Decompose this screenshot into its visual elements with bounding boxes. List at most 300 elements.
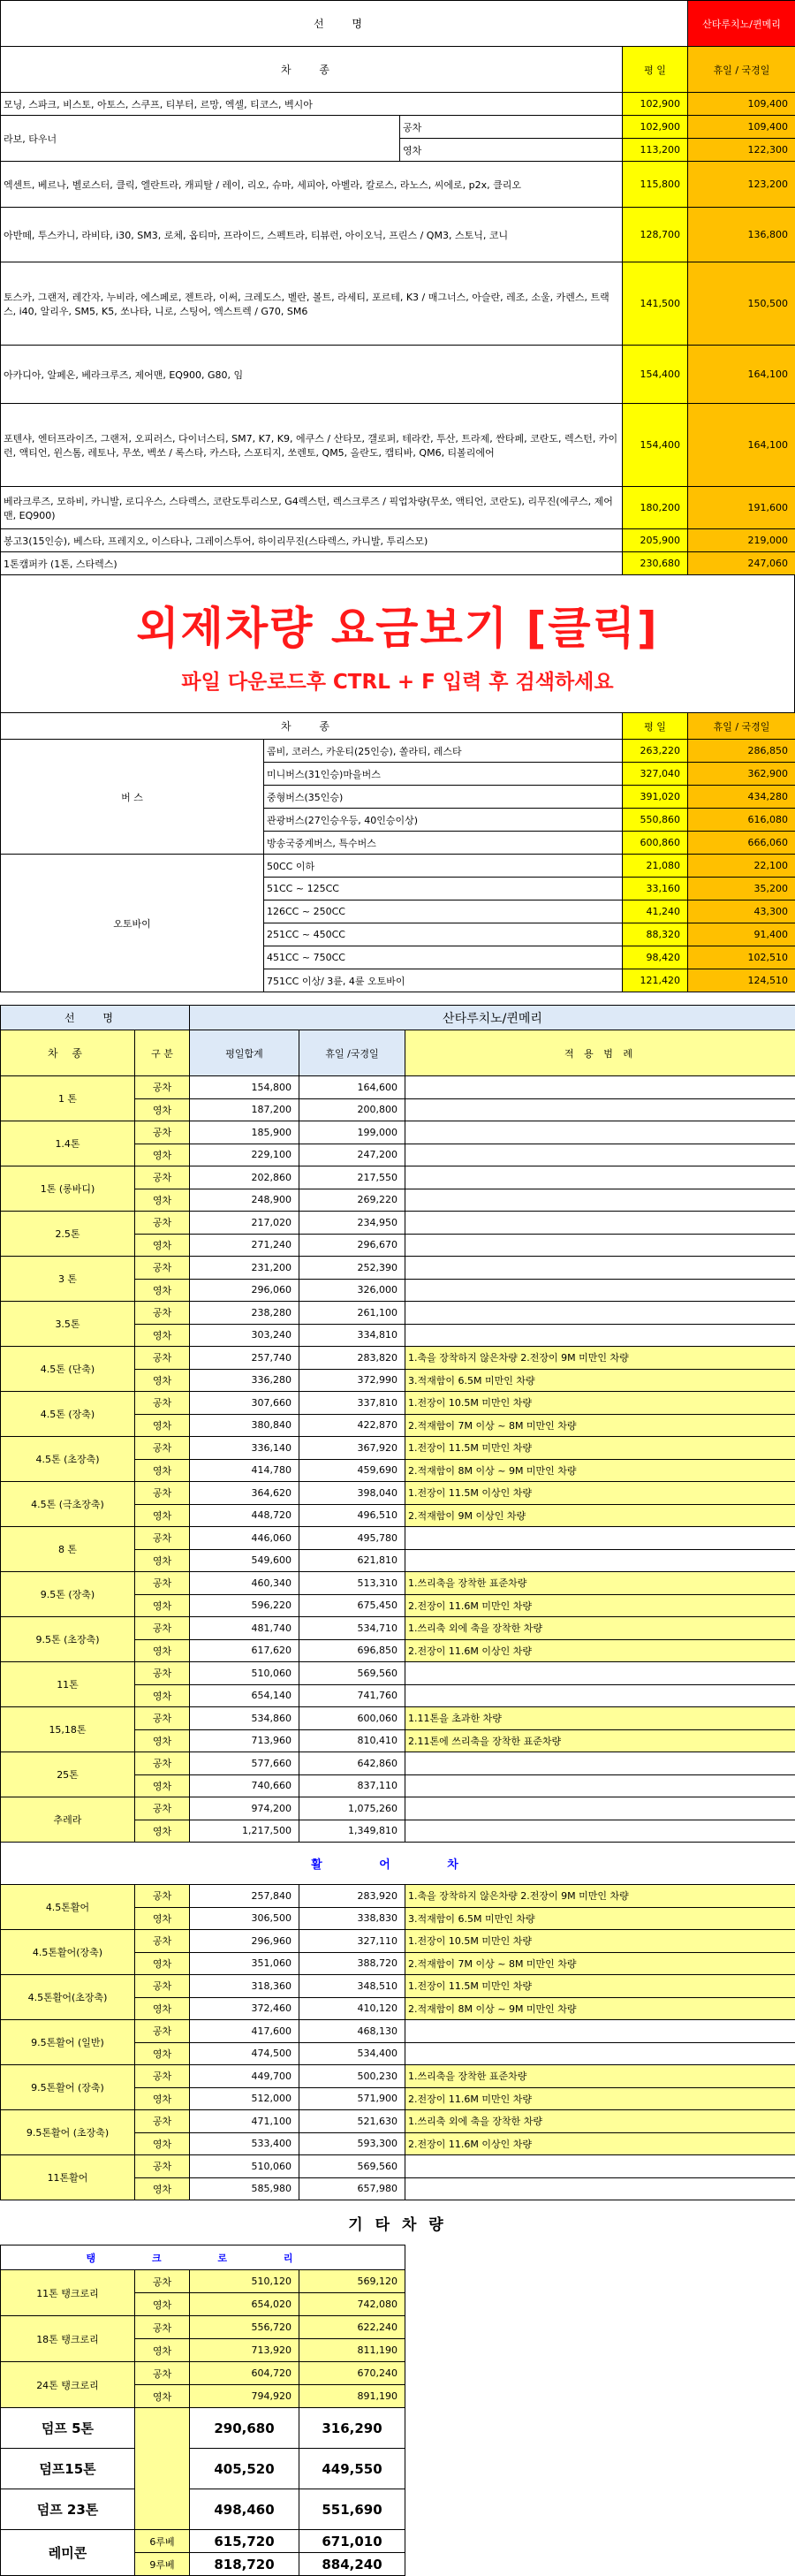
bike-type: 126CC ~ 250CC bbox=[264, 900, 623, 923]
holiday-fare: 600,060 bbox=[299, 1707, 405, 1730]
empty-label: 공차 bbox=[135, 2020, 190, 2043]
tank-class: 18톤 탱크로리 bbox=[1, 2316, 135, 2362]
empty-label: 공차 bbox=[135, 1930, 190, 1953]
holiday-fare: 449,550 bbox=[299, 2449, 405, 2489]
truck-row bbox=[1, 1302, 795, 1325]
scope-note bbox=[405, 1257, 795, 1280]
empty-label: 공차 bbox=[135, 1572, 190, 1595]
weekday-fare: 510,060 bbox=[190, 2155, 299, 2178]
truck-class: 4.5톤 (장축) bbox=[1, 1392, 135, 1437]
scope-note: 1.축을 장착하지 않은차량 2.전장이 9M 미만인 차량 bbox=[405, 1347, 795, 1370]
weekday-fare: 230,680 bbox=[623, 552, 688, 575]
remicon-sub: 6루베 bbox=[135, 2530, 190, 2553]
holiday-fare: 109,400 bbox=[688, 116, 795, 139]
weekday-fare: 654,140 bbox=[190, 1684, 299, 1707]
truck-class: 8 톤 bbox=[1, 1527, 135, 1572]
scope-note: 1.전장이 10.5M 미만인 차량 bbox=[405, 1392, 795, 1415]
holiday-fare: 296,670 bbox=[299, 1234, 405, 1257]
weekday-header: 평 일 bbox=[623, 47, 688, 93]
holiday-fare: 217,550 bbox=[299, 1166, 405, 1189]
truck-vehicle-header: 차 종 bbox=[1, 1030, 135, 1076]
empty-label: 공차 bbox=[135, 1347, 190, 1370]
empty-label: 공차 bbox=[135, 1257, 190, 1280]
holiday-fare: 367,920 bbox=[299, 1437, 405, 1460]
weekday-fare: 271,240 bbox=[190, 1234, 299, 1257]
weekday-fare: 102,900 bbox=[623, 93, 688, 116]
bus-category: 버 스 bbox=[1, 740, 264, 855]
weekday-fare: 336,140 bbox=[190, 1437, 299, 1460]
holiday-fare: 348,510 bbox=[299, 1975, 405, 1998]
holiday-fare: 283,820 bbox=[299, 1347, 405, 1370]
truck-class: 11톤 bbox=[1, 1662, 135, 1707]
weekday-fare: 600,860 bbox=[623, 832, 688, 855]
truck-class: 4.5톤 (단축) bbox=[1, 1347, 135, 1392]
scope-note: 2.적재함이 9M 이상인 차량 bbox=[405, 1504, 795, 1527]
car-class-name: 아반떼, 투스카니, 라비타, i30, SM3, 로체, 옵티마, 프라이드, 스펙트라, 티뷰런, 아이오닉, 프린스 / QM3, 스토닉, 코니 bbox=[1, 208, 623, 262]
scope-note: 2.적재함이 7M 이상 ~ 8M 미만인 차량 bbox=[405, 1414, 795, 1437]
weekday-fare: 498,460 bbox=[190, 2489, 299, 2530]
holiday-fare: 327,110 bbox=[299, 1930, 405, 1953]
holiday-fare: 534,710 bbox=[299, 1617, 405, 1640]
car-row bbox=[1, 404, 795, 487]
holiday-fare: 616,080 bbox=[688, 809, 795, 832]
weekday-fare: 974,200 bbox=[190, 1797, 299, 1820]
bus-type: 방송국중계버스, 특수버스 bbox=[264, 832, 623, 855]
empty-label: 공차 bbox=[135, 1212, 190, 1235]
truck-class: 1 톤 bbox=[1, 1076, 135, 1121]
weekday-fare: 481,740 bbox=[190, 1617, 299, 1640]
car-row bbox=[1, 552, 795, 575]
loaded-label: 영차 bbox=[135, 1324, 190, 1347]
truck-scope-header: 적 용 범 례 bbox=[405, 1030, 795, 1076]
truck-class: 4.5톤 (극초장축) bbox=[1, 1482, 135, 1527]
truck-class: 3 톤 bbox=[1, 1257, 135, 1302]
weekday-fare: 307,660 bbox=[190, 1392, 299, 1415]
weekday-fare: 21,080 bbox=[623, 855, 688, 878]
loaded-label: 영차 bbox=[135, 1459, 190, 1482]
empty-label: 공차 bbox=[135, 1662, 190, 1685]
truck-row bbox=[1, 1930, 795, 1953]
others-table bbox=[0, 2245, 405, 2576]
weekday-fare: 740,660 bbox=[190, 1774, 299, 1797]
weekday-fare: 296,960 bbox=[190, 1930, 299, 1953]
truck-class: 4.5톤활어(초장축) bbox=[1, 1975, 135, 2020]
empty-label: 공차 bbox=[135, 2155, 190, 2178]
holiday-fare: 495,780 bbox=[299, 1527, 405, 1550]
holiday-fare: 109,400 bbox=[688, 93, 795, 116]
holiday-fare: 261,100 bbox=[299, 1302, 405, 1325]
route-header: 선 명 bbox=[1, 1, 688, 47]
holiday-fare: 1,075,260 bbox=[299, 1797, 405, 1820]
scope-note bbox=[405, 2020, 795, 2043]
holiday-fare: 247,200 bbox=[299, 1144, 405, 1166]
scope-note bbox=[405, 1279, 795, 1302]
holiday-fare: 136,800 bbox=[688, 208, 795, 262]
tank-row bbox=[1, 2316, 405, 2339]
truck-class: 1.4톤 bbox=[1, 1121, 135, 1166]
scope-note bbox=[405, 1774, 795, 1797]
truck-weekday-header: 평일합계 bbox=[190, 1030, 299, 1076]
holiday-fare: 43,300 bbox=[688, 900, 795, 923]
car-row bbox=[1, 529, 795, 552]
truck-route-header: 선 명 bbox=[1, 1006, 190, 1030]
loaded-label: 영차 bbox=[135, 1279, 190, 1302]
holiday-fare: 122,300 bbox=[688, 139, 795, 162]
scope-note: 1.쓰리축을 장착한 표준차량 bbox=[405, 1572, 795, 1595]
others-title: 기 타 차 량 bbox=[348, 2215, 447, 2234]
scope-note: 1.쓰리축 외에 축을 장착한 차량 bbox=[405, 1617, 795, 1640]
holiday-fare: 164,600 bbox=[299, 1076, 405, 1099]
weekday-fare: 380,840 bbox=[190, 1414, 299, 1437]
tank-class: 11톤 탱크로리 bbox=[1, 2270, 135, 2316]
dump-row bbox=[1, 2449, 405, 2489]
empty-label: 공차 bbox=[135, 1076, 190, 1099]
scope-note bbox=[405, 1076, 795, 1099]
holiday-fare: 496,510 bbox=[299, 1504, 405, 1527]
truck-row bbox=[1, 1392, 795, 1415]
weekday-fare: 202,860 bbox=[190, 1166, 299, 1189]
holiday-fare: 398,040 bbox=[299, 1482, 405, 1505]
loaded-label: 영차 bbox=[135, 1549, 190, 1572]
loaded-label: 영차 bbox=[135, 1729, 190, 1752]
weekday-fare: 88,320 bbox=[623, 923, 688, 946]
tank-title: 탱 크 로 리 bbox=[1, 2245, 405, 2270]
weekday-fare: 596,220 bbox=[190, 1594, 299, 1617]
truck-row bbox=[1, 1707, 795, 1730]
dump-class: 덤프 23톤 bbox=[1, 2489, 135, 2530]
holiday-fare: 670,240 bbox=[299, 2362, 405, 2385]
bus-type: 콤비, 코러스, 카운티(25인승), 쏠라티, 레스타 bbox=[264, 740, 623, 763]
truck-company-header: 산타루치노/퀸메리 bbox=[190, 1006, 795, 1030]
remicon-class: 레미콘 bbox=[1, 2530, 135, 2576]
weekday-fare: 187,200 bbox=[190, 1098, 299, 1121]
truck-row bbox=[1, 1076, 795, 1099]
dump-class: 덤프 5톤 bbox=[1, 2408, 135, 2449]
holiday-header: 휴일 / 국경일 bbox=[688, 47, 795, 93]
bus-row bbox=[1, 740, 795, 763]
loaded-label: 영차 bbox=[135, 1369, 190, 1392]
truck-row bbox=[1, 2155, 795, 2178]
loaded-label: 영차 bbox=[135, 1189, 190, 1212]
weekday-fare: 510,120 bbox=[190, 2270, 299, 2293]
wing-title: 활 어 차 bbox=[1, 1843, 795, 1885]
scope-note bbox=[405, 1662, 795, 1685]
holiday-fare: 22,100 bbox=[688, 855, 795, 878]
car-fare-table bbox=[0, 0, 795, 575]
holiday-fare: 338,830 bbox=[299, 1907, 405, 1930]
weekday-fare: 474,500 bbox=[190, 2042, 299, 2065]
holiday-fare: 164,100 bbox=[688, 404, 795, 487]
weekday-fare: 205,900 bbox=[623, 529, 688, 552]
car-class-name: 엑센트, 베르나, 벨로스터, 클릭, 엘란트라, 캐피탈 / 레이, 리오, 슈마, 세피아, 아벨라, 칼로스, 라노스, 씨에로, p2x, 클리오 bbox=[1, 162, 623, 208]
scope-note bbox=[405, 1189, 795, 1212]
empty-label: 공차 bbox=[135, 2316, 190, 2339]
bike-type: 251CC ~ 450CC bbox=[264, 923, 623, 946]
scope-note: 2.적재함이 7M 이상 ~ 8M 미만인 차량 bbox=[405, 1952, 795, 1975]
truck-kind-header: 구 분 bbox=[135, 1030, 190, 1076]
weekday-fare: 102,900 bbox=[623, 116, 688, 139]
weekday-fare: 713,960 bbox=[190, 1729, 299, 1752]
tank-row bbox=[1, 2362, 405, 2385]
scope-note: 2.적재함이 8M 이상 ~ 9M 미만인 차량 bbox=[405, 1459, 795, 1482]
truck-class: 9.5톤 (장축) bbox=[1, 1572, 135, 1617]
weekday-fare: 577,660 bbox=[190, 1752, 299, 1775]
weekday-fare: 185,900 bbox=[190, 1121, 299, 1144]
empty-label: 공차 bbox=[135, 1482, 190, 1505]
empty-label: 공차 bbox=[135, 1975, 190, 1998]
holiday-fare: 521,630 bbox=[299, 2110, 405, 2133]
weekday-fare: 818,720 bbox=[190, 2553, 299, 2576]
weekday-fare: 248,900 bbox=[190, 1189, 299, 1212]
scope-note bbox=[405, 1098, 795, 1121]
empty-label: 공차 bbox=[135, 2110, 190, 2133]
scope-note bbox=[405, 1324, 795, 1347]
holiday-fare: 388,720 bbox=[299, 1952, 405, 1975]
bike-type: 51CC ~ 125CC bbox=[264, 878, 623, 900]
weekday-fare: 654,020 bbox=[190, 2293, 299, 2316]
holiday-fare: 123,200 bbox=[688, 162, 795, 208]
truck-row bbox=[1, 2110, 795, 2133]
holiday-fare: 234,950 bbox=[299, 1212, 405, 1235]
loaded-label: 영차 bbox=[135, 1684, 190, 1707]
weekday-fare: 263,220 bbox=[623, 740, 688, 763]
holiday-fare: 35,200 bbox=[688, 878, 795, 900]
weekday-fare: 154,800 bbox=[190, 1076, 299, 1099]
weekday-fare: 306,500 bbox=[190, 1907, 299, 1930]
loaded-label: 영차 bbox=[135, 1504, 190, 1527]
empty-label: 공차 bbox=[135, 1437, 190, 1460]
car-row bbox=[1, 208, 795, 262]
holiday-fare: 219,000 bbox=[688, 529, 795, 552]
scope-note: 2.전장이 11.6M 이상인 차량 bbox=[405, 1639, 795, 1662]
holiday-fare: 252,390 bbox=[299, 1257, 405, 1280]
weekday-fare: 296,060 bbox=[190, 1279, 299, 1302]
empty-label: 공차 bbox=[135, 1617, 190, 1640]
empty-label: 공차 bbox=[135, 1392, 190, 1415]
car-row bbox=[1, 346, 795, 404]
car-class-name: 1톤캠퍼카 (1톤, 스타렉스) bbox=[1, 552, 623, 575]
holiday-fare: 102,510 bbox=[688, 946, 795, 969]
dump-row bbox=[1, 2408, 405, 2449]
scope-note: 3.적재함이 6.5M 미만인 차량 bbox=[405, 1369, 795, 1392]
loaded-label: 영차 bbox=[135, 1098, 190, 1121]
holiday-fare: 200,800 bbox=[299, 1098, 405, 1121]
weekday-fare: 41,240 bbox=[623, 900, 688, 923]
scope-note: 1.전장이 11.5M 미만인 차량 bbox=[405, 1975, 795, 1998]
promo-instruction: 파일 다운로드후 CTRL + F 입력 후 검색하세요 bbox=[181, 671, 614, 694]
weekday-fare: 449,700 bbox=[190, 2065, 299, 2088]
holiday-fare: 1,349,810 bbox=[299, 1820, 405, 1843]
car-class-name: 모닝, 스파크, 비스토, 아토스, 스쿠프, 티부터, 르망, 엑셀, 티코스, 벡시아 bbox=[1, 93, 623, 116]
scope-note: 2.전장이 11.6M 미만인 차량 bbox=[405, 2087, 795, 2110]
bus-type: 미니버스(31인승)마을버스 bbox=[264, 763, 623, 786]
weekday-fare: 446,060 bbox=[190, 1527, 299, 1550]
truck-class: 1톤 (롱바디) bbox=[1, 1166, 135, 1212]
scope-note: 2.적재함이 8M 이상 ~ 9M 미만인 차량 bbox=[405, 1997, 795, 2020]
foreign-car-link[interactable]: 외제차량 요금보기 [클릭] bbox=[136, 603, 659, 654]
holiday-fare: 571,900 bbox=[299, 2087, 405, 2110]
scope-note: 1.전장이 11.5M 이상인 차량 bbox=[405, 1482, 795, 1505]
truck-class: 4.5톤활어 bbox=[1, 1885, 135, 1930]
empty-label: 공차 bbox=[135, 1885, 190, 1908]
weekday-fare: 115,800 bbox=[623, 162, 688, 208]
scope-note: 1.전장이 11.5M 미만인 차량 bbox=[405, 1437, 795, 1460]
holiday-fare: 534,400 bbox=[299, 2042, 405, 2065]
holiday-fare: 671,010 bbox=[299, 2530, 405, 2553]
holiday-fare: 742,080 bbox=[299, 2293, 405, 2316]
weekday-fare: 414,780 bbox=[190, 1459, 299, 1482]
empty-label: 공차 bbox=[135, 1797, 190, 1820]
weekday-fare: 615,720 bbox=[190, 2530, 299, 2553]
scope-note bbox=[405, 1797, 795, 1820]
holiday-fare: 569,560 bbox=[299, 1662, 405, 1685]
dump-row bbox=[1, 2489, 405, 2530]
scope-note bbox=[405, 1121, 795, 1144]
truck-row bbox=[1, 1437, 795, 1460]
weekday-fare: 351,060 bbox=[190, 1952, 299, 1975]
car-class-name: 베라크루즈, 모하비, 카니발, 로디우스, 스타렉스, 코란도투리스모, G4렉스턴, 렉스크루즈 / 픽업차량(무쏘, 액티언, 코란도), 리무진(에쿠스, 제어맨, EQ900) bbox=[1, 487, 623, 529]
weekday-fare: 33,160 bbox=[623, 878, 688, 900]
scope-note: 1.축을 장착하지 않은차량 2.전장이 9M 미만인 차량 bbox=[405, 1885, 795, 1908]
weekday-fare: 231,200 bbox=[190, 1257, 299, 1280]
weekday-fare: 550,860 bbox=[623, 809, 688, 832]
scope-note bbox=[405, 2042, 795, 2065]
scope-note: 1.쓰리축 외에 축을 장착한 차량 bbox=[405, 2110, 795, 2133]
weekday-fare: 556,720 bbox=[190, 2316, 299, 2339]
holiday-fare: 513,310 bbox=[299, 1572, 405, 1595]
bike-type: 50CC 이하 bbox=[264, 855, 623, 878]
loaded-label: 영차 bbox=[135, 2293, 190, 2316]
holiday-fare: 459,690 bbox=[299, 1459, 405, 1482]
empty-label: 공차 bbox=[135, 2065, 190, 2088]
weekday-fare: 217,020 bbox=[190, 1212, 299, 1235]
holiday-fare: 283,920 bbox=[299, 1885, 405, 1908]
weekday-fare: 534,860 bbox=[190, 1707, 299, 1730]
weekday-fare: 713,920 bbox=[190, 2339, 299, 2362]
truck-class: 3.5톤 bbox=[1, 1302, 135, 1347]
holiday-fare: 91,400 bbox=[688, 923, 795, 946]
weekday-fare: 448,720 bbox=[190, 1504, 299, 1527]
empty-label: 공차 bbox=[135, 2270, 190, 2293]
car-row bbox=[1, 487, 795, 529]
holiday-fare: 372,990 bbox=[299, 1369, 405, 1392]
weekday-fare: 113,200 bbox=[623, 139, 688, 162]
truck-class: 9.5톤활어 (일반) bbox=[1, 2020, 135, 2065]
weekday-fare: 121,420 bbox=[623, 969, 688, 992]
holiday-fare: 468,130 bbox=[299, 2020, 405, 2043]
holiday-fare: 326,000 bbox=[299, 1279, 405, 1302]
empty-label: 공차 bbox=[135, 1121, 190, 1144]
loaded-label: 영차 bbox=[135, 1952, 190, 1975]
holiday-fare: 164,100 bbox=[688, 346, 795, 404]
truck-class: 4.5톤 (초장축) bbox=[1, 1437, 135, 1482]
scope-note bbox=[405, 1527, 795, 1550]
bike-type: 751CC 이상/ 3륜, 4륜 오토바이 bbox=[264, 969, 623, 992]
holiday-fare: 569,560 bbox=[299, 2155, 405, 2178]
truck-row bbox=[1, 1752, 795, 1775]
weekday-fare: 327,040 bbox=[623, 763, 688, 786]
weekday-fare: 510,060 bbox=[190, 1662, 299, 1685]
bus-type: 중형버스(35인승) bbox=[264, 786, 623, 809]
weekday-fare: 617,620 bbox=[190, 1639, 299, 1662]
remicon-sub: 9루베 bbox=[135, 2553, 190, 2576]
weekday-fare: 257,740 bbox=[190, 1347, 299, 1370]
truck-row bbox=[1, 1482, 795, 1505]
weekday-fare: 533,400 bbox=[190, 2132, 299, 2155]
weekday-fare: 460,340 bbox=[190, 1572, 299, 1595]
car-class-name: 아카디아, 알페온, 베라크루즈, 제어맨, EQ900, G80, 임 bbox=[1, 346, 623, 404]
holiday-fare: 696,850 bbox=[299, 1639, 405, 1662]
remicon-row bbox=[1, 2530, 405, 2553]
truck-row bbox=[1, 2065, 795, 2088]
weekday-fare: 1,217,500 bbox=[190, 1820, 299, 1843]
truck-class: 25톤 bbox=[1, 1752, 135, 1797]
holiday-fare: 891,190 bbox=[299, 2385, 405, 2408]
holiday-fare: 884,240 bbox=[299, 2553, 405, 2576]
weekday-fare: 290,680 bbox=[190, 2408, 299, 2449]
weekday-fare: 318,360 bbox=[190, 1975, 299, 1998]
truck-class: 2.5톤 bbox=[1, 1212, 135, 1257]
tank-class: 24톤 탱크로리 bbox=[1, 2362, 135, 2408]
weekday-fare: 180,200 bbox=[623, 487, 688, 529]
holiday-fare: 191,600 bbox=[688, 487, 795, 529]
weekday-fare: 303,240 bbox=[190, 1324, 299, 1347]
scope-note bbox=[405, 1549, 795, 1572]
truck-row bbox=[1, 1617, 795, 1640]
loaded-label: 영차 bbox=[135, 1774, 190, 1797]
weekday-fare: 471,100 bbox=[190, 2110, 299, 2133]
holiday-fare: 334,810 bbox=[299, 1324, 405, 1347]
scope-note bbox=[405, 1820, 795, 1843]
scope-note bbox=[405, 2177, 795, 2200]
loaded-label: 영차 bbox=[135, 2042, 190, 2065]
car-row bbox=[1, 162, 795, 208]
holiday-fare: 337,810 bbox=[299, 1392, 405, 1415]
truck-row bbox=[1, 1527, 795, 1550]
holiday-fare: 269,220 bbox=[299, 1189, 405, 1212]
holiday-fare: 593,300 bbox=[299, 2132, 405, 2155]
loaded-label: 영차 bbox=[135, 1907, 190, 1930]
holiday-fare: 551,690 bbox=[299, 2489, 405, 2530]
car-class-name: 토스카, 그랜저, 레간자, 누비라, 에스페로, 젠트라, 이써, 크레도스, 벨란, 볼트, 라세티, 포르테, K3 / 매그너스, 아슬란, 레조, 소울, 카렌스, 트랙스, i40, 알리우, SM5, K5, 쏘나타, 니로, 스팅어, 엑스트렉 / G70, SM6 bbox=[1, 262, 623, 346]
bike-category: 오토바이 bbox=[1, 855, 264, 992]
loaded-label: 영차 bbox=[135, 1414, 190, 1437]
truck-class: 4.5톤활어(장축) bbox=[1, 1930, 135, 1975]
dump-class: 덤프15톤 bbox=[1, 2449, 135, 2489]
foreign-car-promo[interactable] bbox=[0, 575, 795, 712]
empty-label: 공차 bbox=[135, 2362, 190, 2385]
loaded-label: 영차 bbox=[135, 2385, 190, 2408]
empty-label: 공차 bbox=[135, 1707, 190, 1730]
truck-row bbox=[1, 1885, 795, 1908]
truck-row bbox=[1, 1121, 795, 1144]
car-class-name: 봉고3(15인승), 베스타, 프레지오, 이스타나, 그레이스투어, 하이리무진(스타렉스, 카니발, 투리스모) bbox=[1, 529, 623, 552]
scope-note bbox=[405, 1234, 795, 1257]
truck-row bbox=[1, 1975, 795, 1998]
loaded-label: 영차 bbox=[135, 2177, 190, 2200]
truck-class: 15,18톤 bbox=[1, 1707, 135, 1752]
weekday-fare: 229,100 bbox=[190, 1144, 299, 1166]
holiday-fare: 199,000 bbox=[299, 1121, 405, 1144]
weekday-fare: 141,500 bbox=[623, 262, 688, 346]
holiday-header-2: 휴일 / 국경일 bbox=[688, 713, 795, 740]
truck-class: 9.5톤활어 (초장축) bbox=[1, 2110, 135, 2155]
scope-note bbox=[405, 1166, 795, 1189]
holiday-fare: 569,120 bbox=[299, 2270, 405, 2293]
car-class-name: 포텐샤, 엔터프라이즈, 그랜저, 오피러스, 다이너스티, SM7, K7, K9, 에쿠스 / 산타모, 갤로퍼, 테라칸, 투산, 트라제, 싼타페, 코란도, 렉스턴, 카이런, 액티언, 윈스톰, 레토나, 무쏘, 벡쏘 / 록스타, 카스타, 스포티지, 쏘렌토, QM5, 올란도, 캡티바, QM6, 티볼리에어 bbox=[1, 404, 623, 487]
truck-row bbox=[1, 1212, 795, 1235]
holiday-fare: 657,980 bbox=[299, 2177, 405, 2200]
